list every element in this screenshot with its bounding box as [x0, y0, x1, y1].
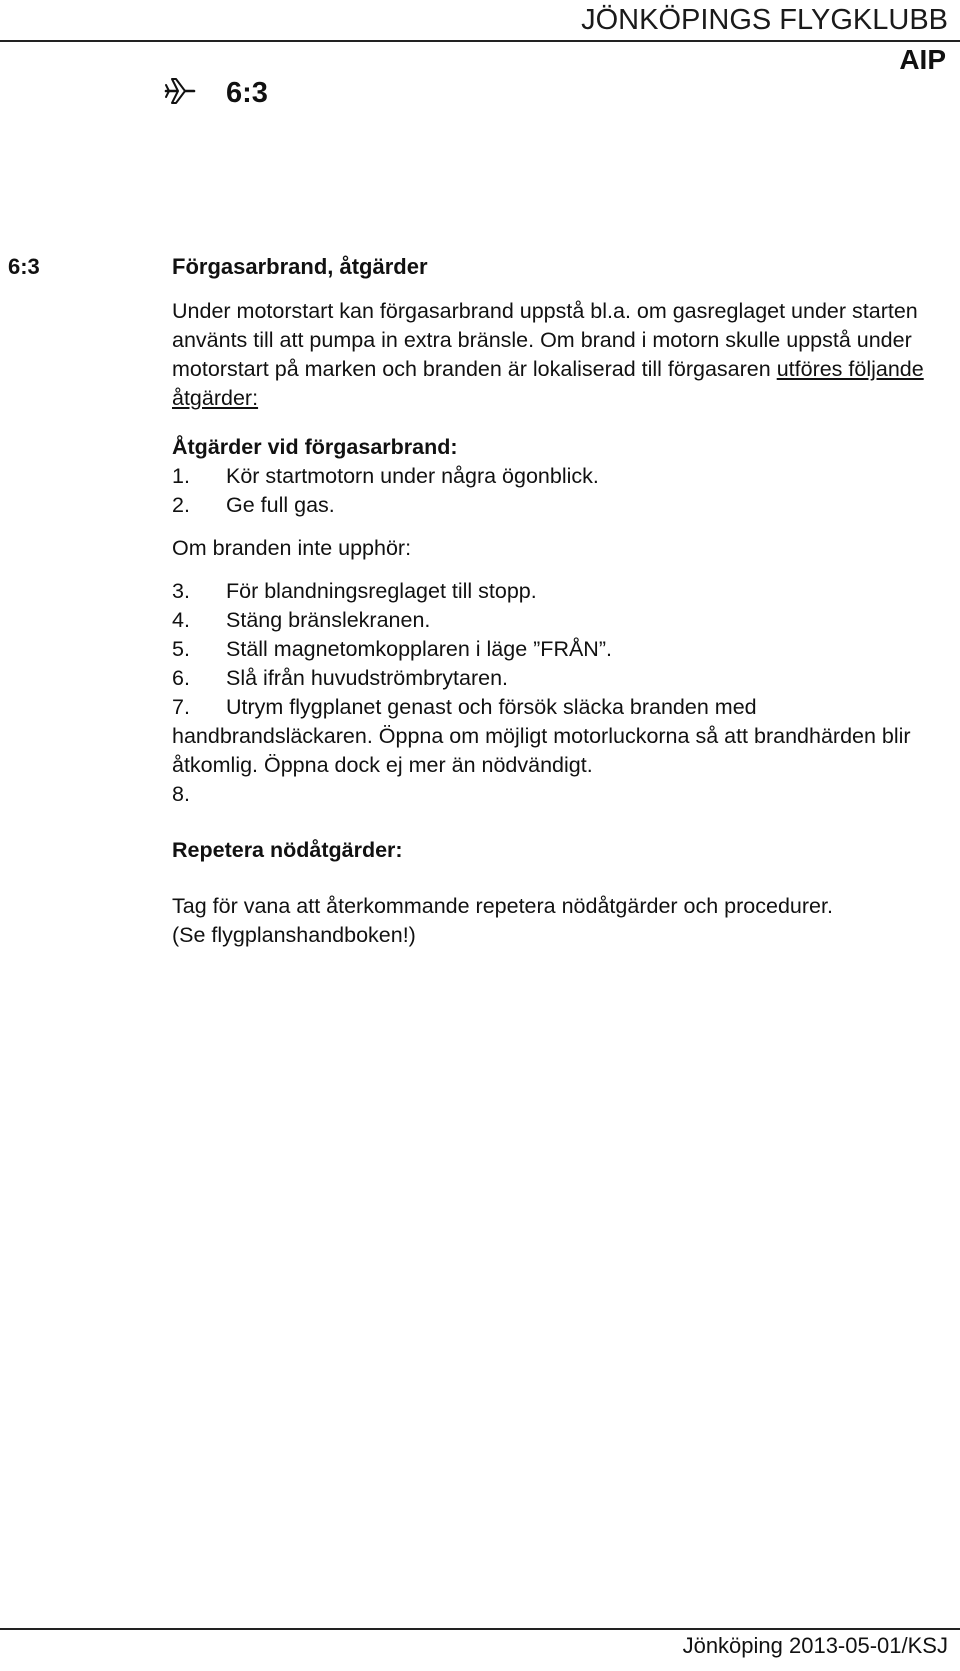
- step-text: Ställ magnetomkopplaren i läge ”FRÅN”.: [226, 637, 612, 661]
- footer-text: Jönköping 2013-05-01/KSJ: [682, 1633, 948, 1658]
- section-title: Förgasarbrand, åtgärder: [172, 254, 428, 279]
- footer-rule: [0, 1628, 960, 1630]
- step-number: 4.: [172, 608, 190, 632]
- step-number: 2.: [172, 493, 190, 517]
- step-8-number: 8.: [172, 782, 190, 806]
- list-item: [172, 664, 942, 693]
- intro-text: Under motorstart kan förgasarbrand uppstå bl.a. om gasreglaget under starten använts till att pumpa in extra bränsle. Om brand i motorn skulle uppstå under motorstart på marken och branden är lokaliserad till förgasaren: [172, 299, 918, 381]
- steps-list-b: [172, 577, 942, 722]
- step-number: 7.: [172, 695, 190, 719]
- list-item: [172, 491, 942, 520]
- publication-label: AIP: [899, 44, 946, 75]
- step-text: Stäng bränslekranen.: [226, 608, 431, 632]
- step-7-continuation: handbrandsläckaren. Öppna om möjligt motorluckorna så att brandhärden blir åtkomlig. Öppna dock ej mer än nödvändigt.: [172, 724, 911, 777]
- step-number: 1.: [172, 464, 190, 488]
- repeat-heading: Repetera nödåtgärder:: [172, 838, 403, 862]
- steps-list-a: [172, 462, 942, 520]
- actions-heading: Åtgärder vid förgasarbrand:: [172, 435, 458, 459]
- step-text: Utrym flygplanet genast och försök släcka branden med: [226, 695, 757, 719]
- header-rule: [0, 40, 960, 42]
- step-text: Ge full gas.: [226, 493, 335, 517]
- list-item: [172, 462, 942, 491]
- step-text: Kör startmotorn under några ögonblick.: [226, 464, 599, 488]
- section-body: [172, 297, 942, 950]
- chapter-number: 6:3: [226, 77, 268, 109]
- repeat-line-1: Tag för vana att återkommande repetera nödåtgärder och procedurer.: [172, 894, 833, 918]
- intro-paragraph: [172, 297, 942, 413]
- step-text: Slå ifrån huvudströmbrytaren.: [226, 666, 509, 690]
- list-item: [172, 577, 942, 606]
- step-number: 5.: [172, 637, 190, 661]
- list-item: [172, 606, 942, 635]
- airplane-icon: [164, 75, 196, 107]
- intro-underlined-text: utföres följande åtgärder:: [172, 357, 924, 410]
- section-number: 6:3: [8, 254, 40, 279]
- list-item: [172, 693, 942, 722]
- repeat-line-2: (Se flygplanshandboken!): [172, 923, 416, 947]
- organization-name: JÖNKÖPINGS FLYGKLUBB: [581, 4, 948, 36]
- list-item: [172, 635, 942, 664]
- step-number: 3.: [172, 579, 190, 603]
- step-text: För blandningsreglaget till stopp.: [226, 579, 537, 603]
- conditional-heading: Om branden inte upphör:: [172, 536, 412, 560]
- step-number: 6.: [172, 666, 190, 690]
